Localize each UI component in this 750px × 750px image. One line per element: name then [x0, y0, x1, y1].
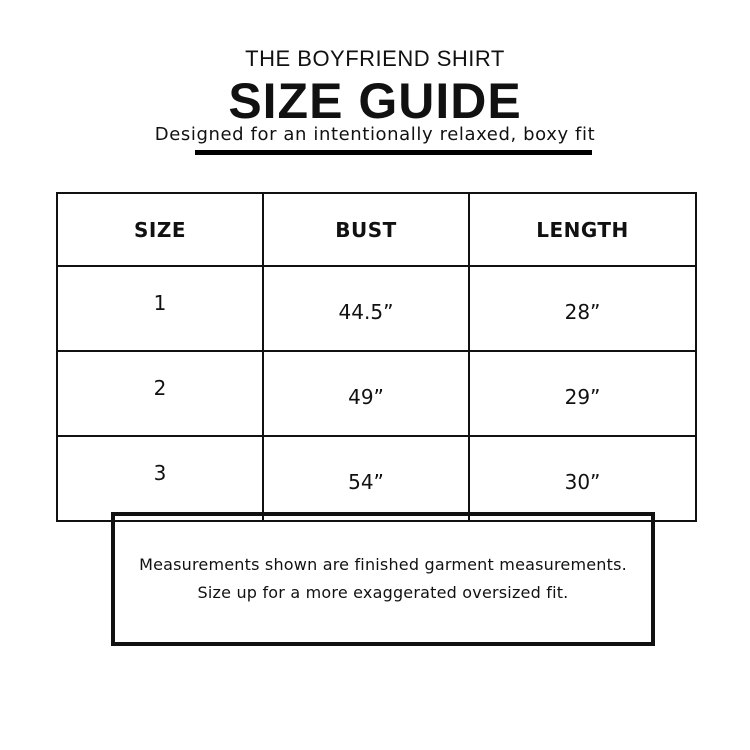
page-subtitle: Designed for an intentionally relaxed, boxy fit [154, 124, 596, 145]
product-name: THE BOYFRIEND SHIRT [245, 46, 505, 71]
note-line-1: Measurements shown are finished garment measurements. [139, 555, 627, 574]
measurement-note-box [111, 512, 655, 646]
column-header-length: LENGTH [469, 193, 696, 266]
cell-bust: 54” [263, 436, 469, 521]
title-underline-divider [195, 150, 592, 155]
cell-size: 3 [57, 436, 263, 521]
cell-length: 29” [469, 351, 696, 436]
column-header-size: SIZE [57, 193, 263, 266]
cell-size: 2 [57, 351, 263, 436]
note-line-2: Size up for a more exaggerated oversized fit. [197, 583, 569, 602]
cell-length: 28” [469, 266, 696, 351]
cell-length: 30” [469, 436, 696, 521]
cell-bust: 44.5” [263, 266, 469, 351]
page-title: SIZE GUIDE [228, 73, 522, 129]
cell-bust: 49” [263, 351, 469, 436]
cell-size: 1 [57, 266, 263, 351]
size-table [56, 192, 697, 522]
column-header-bust: BUST [263, 193, 469, 266]
table-row [57, 436, 696, 521]
table-row [57, 266, 696, 351]
table-row [57, 351, 696, 436]
table-header-row [57, 193, 696, 266]
